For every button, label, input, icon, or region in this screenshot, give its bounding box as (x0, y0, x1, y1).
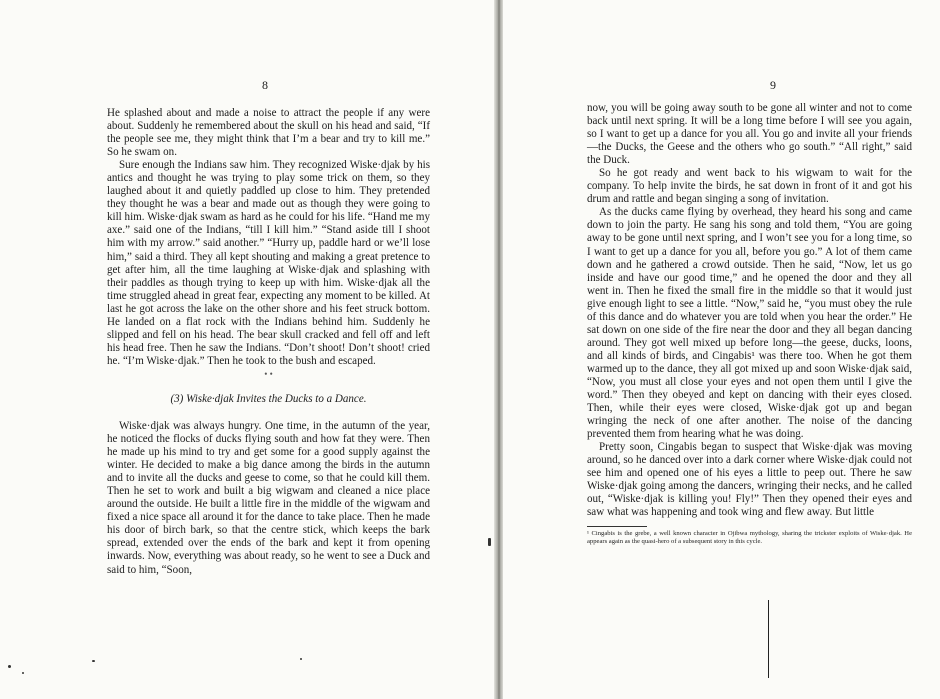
paragraph: now, you will be going away south to be gone all winter and not to come back until next spring. It will be a long time before I will see you again, so I want to get up a dance for you all. You go and invite all your friends—the Ducks, the Geese and the others who go south.” “All right,” said the Duck. (587, 102, 912, 167)
left-text-column (107, 107, 430, 577)
section-ornament: • • (264, 368, 273, 379)
scan-speck (300, 658, 302, 660)
scan-speck (92, 660, 95, 662)
paragraph: So he got ready and went back to his wigwam to wait for the company. To help invite the birds, he sat down in front of it and got his drum and rattle and began singing a song of invitation. (587, 167, 912, 206)
paragraph: As the ducks came flying by overhead, they heard his song and came down to join the party. He sang his song and told them, “You are going away to be gone until next spring, and I won’t see you for a long time, so I want to get up a dance for you all, before you go.” A lot of them came down and he gathered a crowd outside. Then he said, “Now, let us go inside and have our good time,” and he opened the door and they all went in. Then he fixed the small fire in the middle so that it would just give enough light to see a little. “Now,” said he, “you must obey the rule of this dance and do whatever you are told when you hear the order.” He sat down on one side of the fire near the door and they all began dancing around. They got well mixed up before long—the geese, ducks, loons, and all kinds of birds, and Cingabis¹ was there too. When he got them warmed up to the dance, they all got mixed up and soon Wiske·djak said, “Now, you must all close your eyes and not open them until I give the word.” Then they obeyed and kept on dancing with their eyes closed. Then, while their eyes were closed, Wiske·djak got up and began wringing the neck of one after another. The noise of the dancing prevented them from hearing what he was doing. (587, 206, 912, 441)
scan-speck (488, 538, 491, 546)
page-number: 8 (262, 78, 268, 92)
section-heading: (3) Wiske·djak Invites the Ducks to a Dance. (170, 392, 367, 405)
right-text-column (587, 102, 912, 546)
page-number: 9 (770, 78, 776, 92)
paragraph: Sure enough the Indians saw him. They recognized Wiske·djak by his antics and thought he was trying to play some trick on them, so they laughed about it and quietly paddled up close to him. They pretended they thought he was a bear and made out as though they were going to kill him. Wiske·djak swam as hard as he could for his life. “Hand me my axe.” said one of the Indians, “till I kill him.” “Stand aside till I shoot him with my arrow.” said another.” “Hurry up, paddle hard or we’ll lose him,” said a third. They all kept shouting and making a great pretence to get after him, all the time laughing at Wiske·djak and splashing with their paddles as though trying to keep up with him. Wiske·djak all the time struggled ahead in great fear, expecting any moment to be killed. At last he got across the lake on the other shore and his feet struck bottom. He landed on a flat rock with the Indians behind him. Suddenly he slipped and fell on his head. The bear skull cracked and fell off and left his head free. Then he saw the Indians. “Don’t shoot! Don’t shoot! cried he. “I’m Wiske·djak.” Then he took to the bush and escaped. (107, 159, 430, 367)
footnote-rule (587, 526, 647, 527)
paragraph: He splashed about and made a noise to attract the people if any were about. Suddenly he remembered about the skull on his head and said, “If the people see me, they might think that I’m a bear and try to kill me.” So he swam on. (107, 107, 430, 159)
footnote: ¹ Cingabis is the grebe, a well known character in Ojibwa mythology, sharing the trickster exploits of Wiske·djak. He appears again as the quasi-hero of a subsequent story in this cycle. (587, 529, 912, 545)
scan-speck (22, 672, 24, 674)
scan-speck (8, 665, 11, 668)
paragraph: Wiske·djak was always hungry. One time, in the autumn of the year, he noticed the flocks of ducks flying south and how fat they were. Then he made up his mind to try and get some for a good supply against the winter. He decided to make a big dance among the birds in the autumn and to invite all the ducks and geese to come, so that he could kill them. Then he set to work and built a big wigwam and cleaned a nice place around the outside. He built a little fire in the middle of the wigwam and fixed a nice space all around it for the dance to take place. Then he made his door of birch bark, so that the centre stick, which keeps the bark spread, extended over the ends of the bark and kept it from opening inwards. Now, everything was about ready, so he went to see a Duck and said to him, “Soon, (107, 419, 430, 576)
paragraph: Pretty soon, Cingabis began to suspect that Wiske·djak was moving around, so he danced over into a dark corner where Wiske·djak could not see him and opened one of his eyes a little to peep out. There he saw Wiske·djak going among the dancers, wringing their necks, and he called out, “Wiske·djak is killing you! Fly!” Then they opened their eyes and saw what was happening and took wing and flew away. But little (587, 441, 912, 519)
scan-line (768, 600, 769, 678)
